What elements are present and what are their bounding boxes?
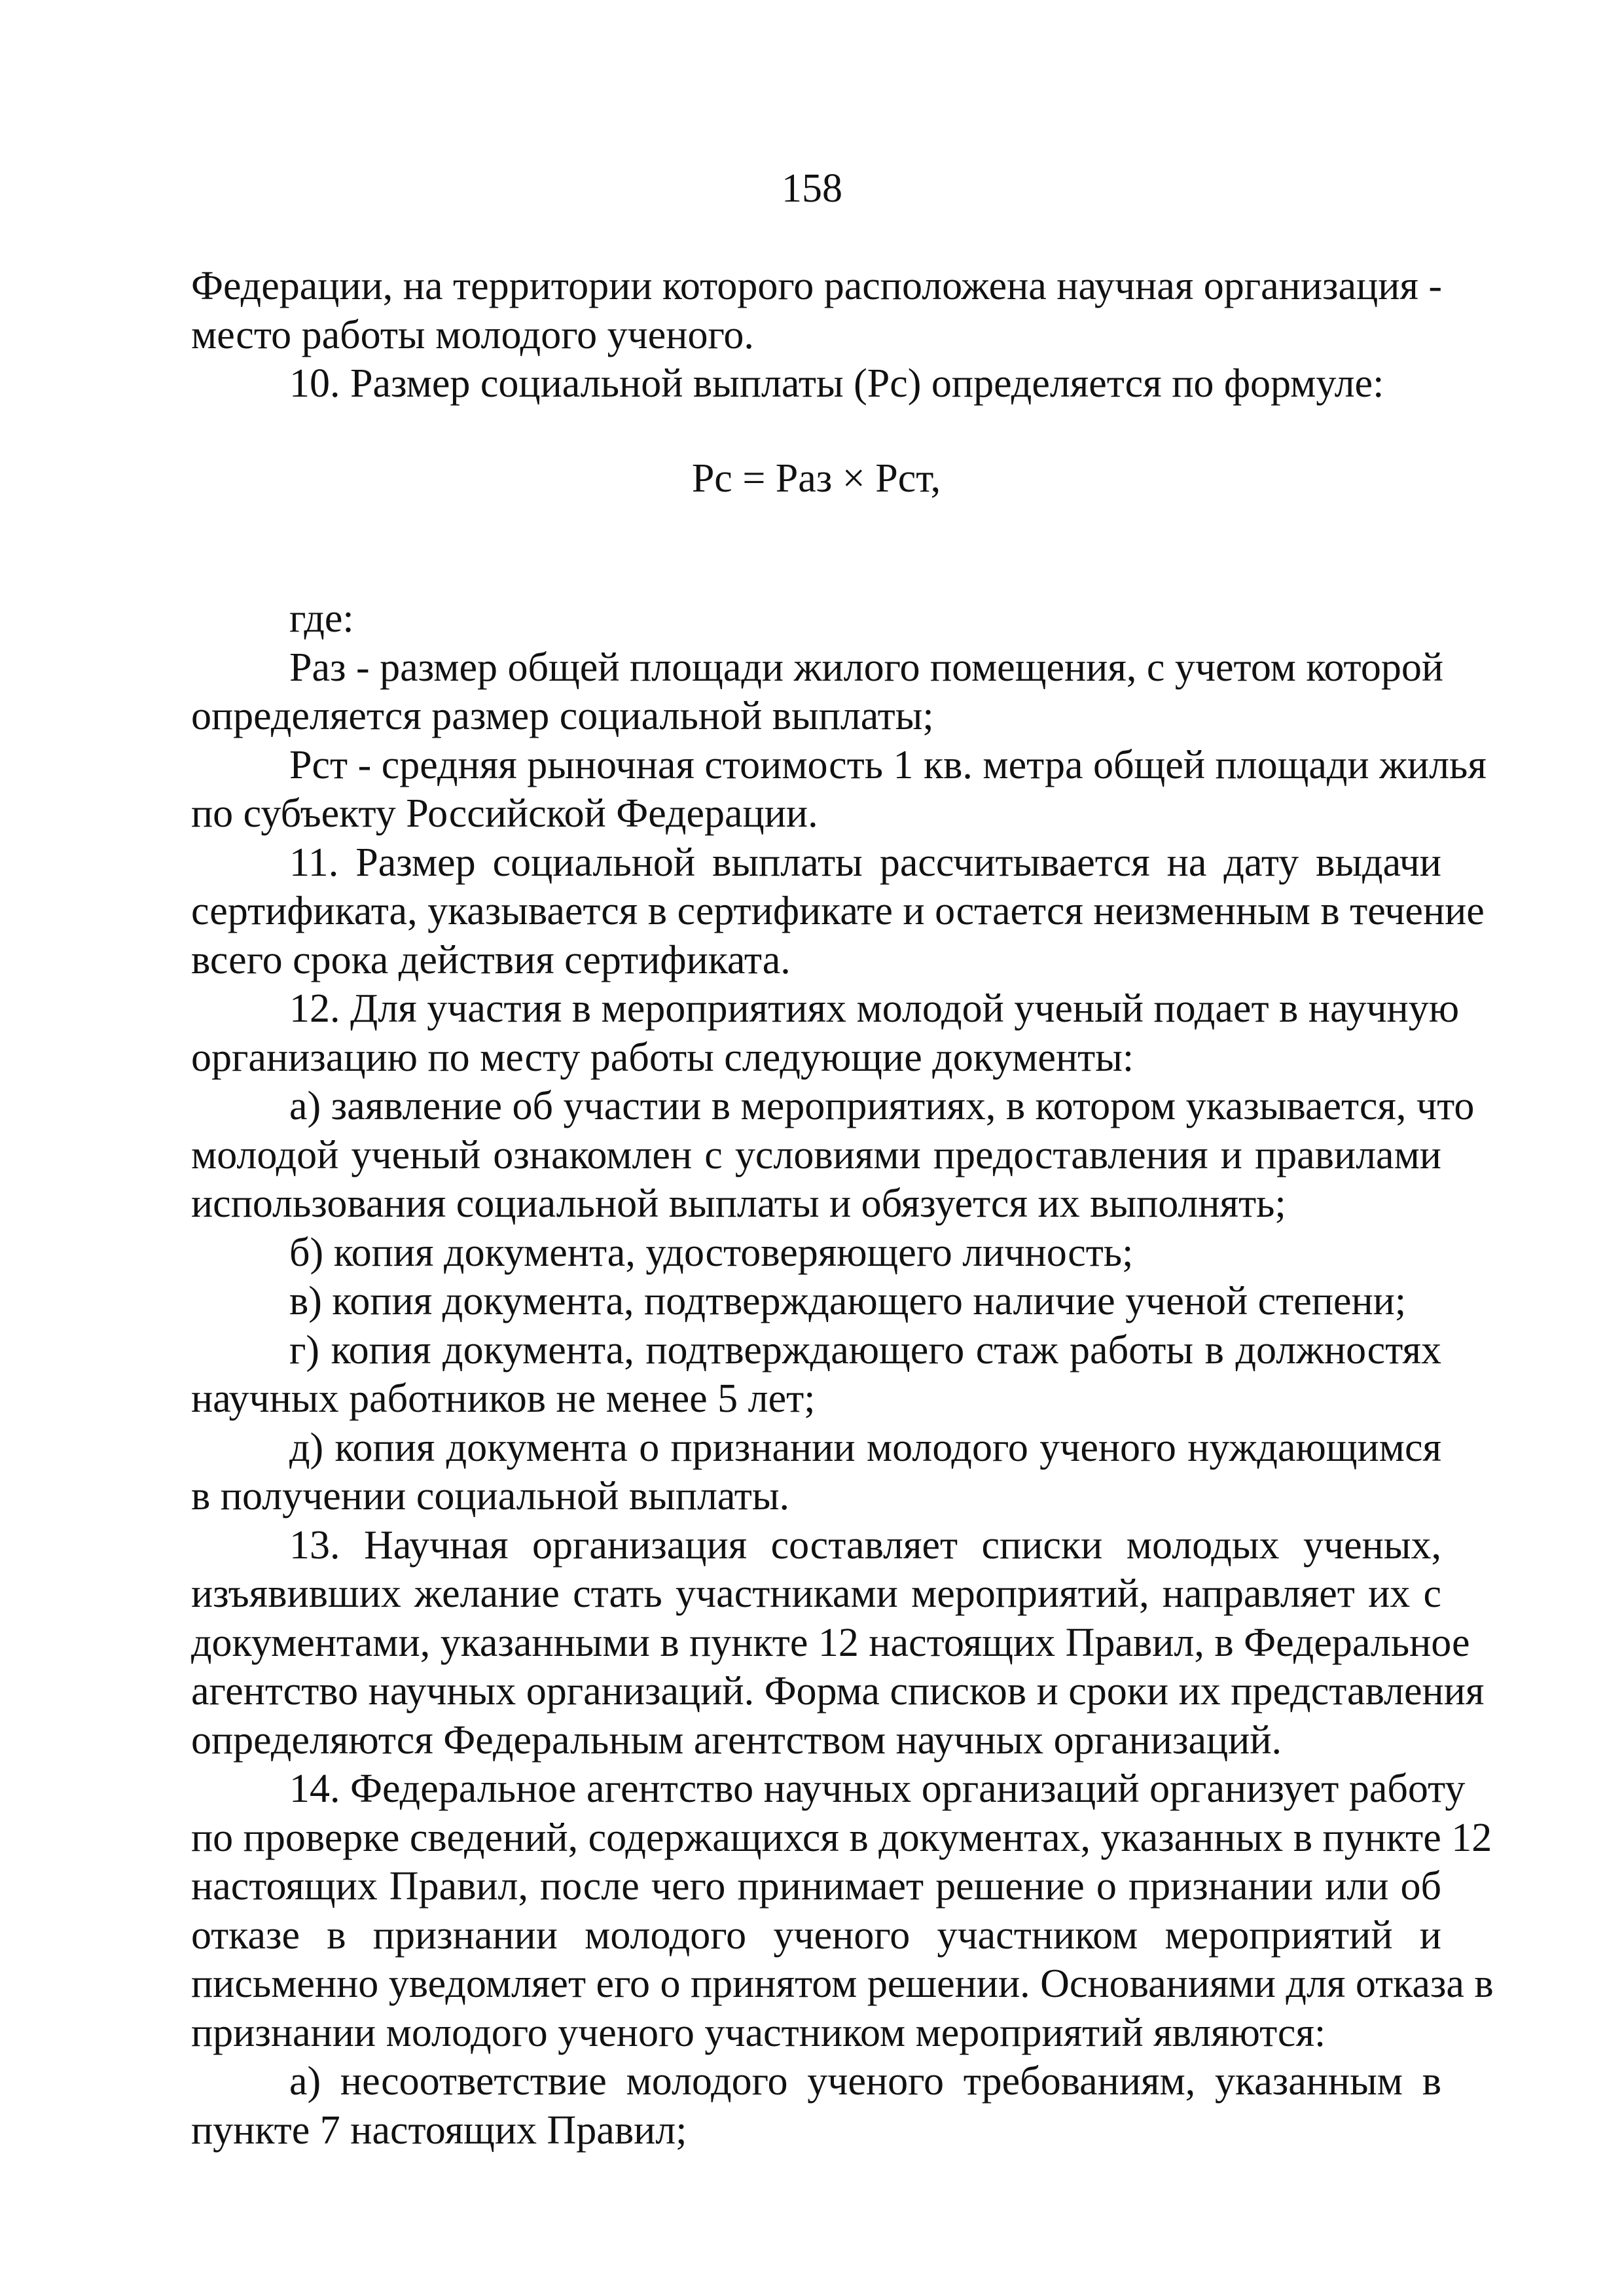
- text-line: д) копия документа о признании молодого ученого нуждающимся: [289, 1425, 1441, 1470]
- text-line: г) копия документа, подтверждающего стаж работы в должностях: [289, 1327, 1441, 1372]
- text-line: в получении социальной выплаты.: [191, 1474, 790, 1518]
- text-line: сертификата, указывается в сертификате и остается неизменным в течение: [191, 889, 1485, 933]
- document-body: [191, 262, 1494, 2155]
- text-line: в) копия документа, подтверждающего наличие ученой степени;: [289, 1279, 1407, 1323]
- text-line: а) заявление об участии в мероприятиях, в котором указывается, что: [289, 1084, 1475, 1128]
- text-line: всего срока действия сертификата.: [191, 937, 791, 982]
- text-line: настоящих Правил, после чего принимает решение о признании или об: [191, 1864, 1441, 1909]
- text-line: определяется размер социальной выплаты;: [191, 694, 934, 738]
- text-line: 14. Федеральное агентство научных организаций организует работу: [289, 1767, 1466, 1811]
- text-line: агентство научных организаций. Форма списков и сроки их представления: [191, 1669, 1485, 1713]
- text-line: место работы молодого ученого.: [191, 312, 754, 357]
- text-line: определяются Федеральным агентством научных организаций.: [191, 1717, 1282, 1763]
- text-line: признании молодого ученого участником мероприятий являются:: [191, 2010, 1326, 2055]
- text-line: где:: [289, 596, 354, 641]
- text-line: Рст - средняя рыночная стоимость 1 кв. метра общей площади жилья: [289, 742, 1487, 787]
- text-line: а) несоответствие молодого ученого требованиям, указанным в: [289, 2059, 1441, 2104]
- text-line: 12. Для участия в мероприятиях молодой ученый подает в научную: [289, 986, 1460, 1031]
- text-line: молодой ученый ознакомлен с условиями предоставления и правилами: [191, 1132, 1441, 1177]
- text-line: документами, указанными в пункте 12 настоящих Правил, в Федеральное: [191, 1620, 1470, 1665]
- text-line: 13. Научная организация составляет списки молодых ученых,: [289, 1522, 1441, 1568]
- text-line: отказе в признании молодого ученого участником мероприятий и: [191, 1912, 1441, 1958]
- text-line: научных работников не менее 5 лет;: [191, 1376, 816, 1421]
- text-line: по проверке сведений, содержащихся в документах, указанных в пункте 12: [191, 1815, 1492, 1860]
- text-line: организацию по месту работы следующие документы:: [191, 1035, 1134, 1080]
- text-line: по субъекту Российской Федерации.: [191, 791, 818, 836]
- text-line: Федерации, на территории которого расположена научная организация -: [191, 264, 1443, 308]
- text-line: б) копия документа, удостоверяющего личность;: [289, 1230, 1134, 1275]
- text-line: письменно уведомляет его о принятом решении. Основаниями для отказа в: [191, 1962, 1494, 2006]
- text-line: 11. Размер социальной выплаты рассчитывается на дату выдачи: [289, 840, 1441, 885]
- text-line: использования социальной выплаты и обязуется их выполнять;: [191, 1181, 1286, 1226]
- formula: Рс = Раз × Рст,: [691, 456, 941, 501]
- page-number: 158: [782, 166, 842, 211]
- text-line: 10. Размер социальной выплаты (Рс) определяется по формуле:: [289, 361, 1384, 406]
- text-line: пункте 7 настоящих Правил;: [191, 2108, 687, 2153]
- text-line: изъявивших желание стать участниками мероприятий, направляет их с: [191, 1571, 1441, 1616]
- text-line: Раз - размер общей площади жилого помещения, с учетом которой: [289, 645, 1444, 690]
